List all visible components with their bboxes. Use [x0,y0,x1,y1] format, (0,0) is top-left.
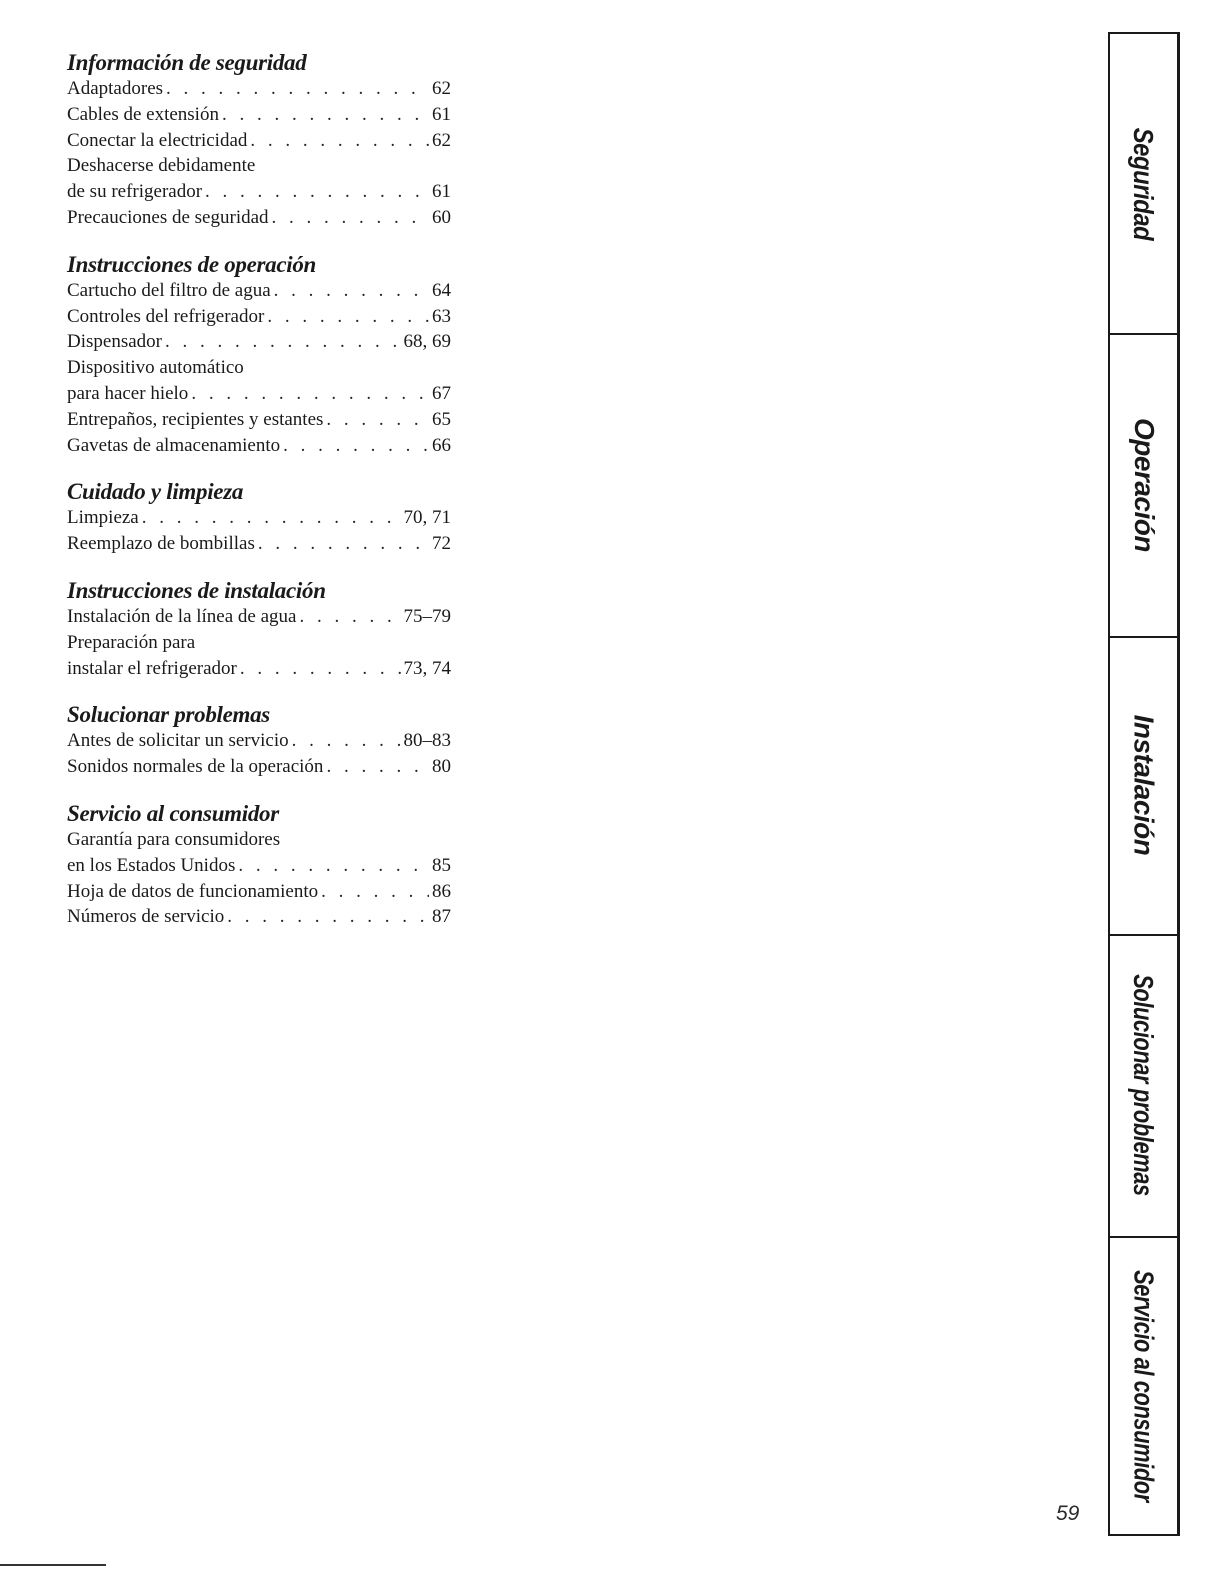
toc-entry[interactable] [67,630,451,682]
entry-pages: 68, 69 [403,331,451,353]
entry-pages: 61 [432,103,451,125]
toc-entry[interactable] [67,304,451,330]
tab-label: Solucionar problemas [1128,974,1160,1196]
tab-servicio-al-consumidor[interactable] [1110,1236,1177,1536]
dot-leader [326,754,429,780]
toc-entry[interactable] [67,128,451,154]
entry-label: Antes de solicitar un servicio [67,730,289,752]
toc-entry[interactable] [67,407,451,433]
footer-rule [0,1564,106,1566]
entry-pages: 72 [432,533,451,555]
dot-leader [165,329,401,355]
tab-label: Operación [1128,417,1160,552]
entry-label-continuation: en los Estados Unidos [67,854,236,876]
toc-section [67,801,451,930]
entry-label-continuation: para hacer hielo [67,382,189,404]
entry-label: Garantía para consumidores [67,828,281,850]
entry-label: Cables de extensión [67,103,219,125]
dot-leader [227,904,429,930]
toc-entry[interactable] [67,904,451,930]
entry-pages: 87 [432,906,451,928]
toc-entry[interactable] [67,102,451,128]
section-tabs [1108,32,1180,1536]
toc-entry[interactable] [67,827,451,879]
dot-leader [292,728,401,754]
entry-pages: 75–79 [403,605,451,627]
dot-leader [250,128,429,154]
entry-label: Precauciones de seguridad [67,206,269,228]
toc-section [67,578,451,681]
entry-pages: 80 [432,756,451,778]
dot-leader [238,853,429,879]
entry-label: Controles del refrigerador [67,305,265,327]
toc-entry[interactable] [67,604,451,630]
entry-pages: 66 [432,434,451,456]
toc-entry[interactable] [67,329,451,355]
tab-label: Servicio al consumidor [1128,1270,1160,1502]
section-title: Cuidado y limpieza [67,479,244,505]
dot-leader [321,879,429,905]
entry-label-continuation: instalar el refrigerador [67,657,237,679]
page-number: 59 [1056,1502,1080,1525]
entry-pages: 62 [432,78,451,99]
toc-entry[interactable] [67,205,451,231]
entry-pages: 85 [432,854,451,876]
dot-leader [299,604,400,630]
entry-label: Limpieza [67,507,139,529]
dot-leader [191,381,429,407]
entry-label: Adaptadores [67,78,164,99]
entry-pages: 65 [432,408,451,430]
section-title: Solucionar problemas [67,702,270,728]
section-title: Servicio al consumidor [67,800,279,826]
toc-entry[interactable] [67,531,451,557]
toc-entry[interactable] [67,433,451,459]
dot-leader [166,76,429,102]
dot-leader [283,433,429,459]
entry-pages: 73, 74 [403,657,451,679]
tab-instalacion[interactable] [1110,636,1177,936]
tab-label: Seguridad [1128,127,1160,240]
entry-pages: 64 [432,279,451,301]
dot-leader [205,179,429,205]
dot-leader [240,656,401,682]
entry-label: Preparación para [67,631,196,653]
dot-leader [142,505,401,531]
section-title: Información de seguridad [67,50,307,75]
toc-entry[interactable] [67,754,451,780]
dot-leader [326,407,429,433]
toc-section [67,479,451,557]
entry-label: Conectar la electricidad [67,129,248,151]
section-title: Instrucciones de instalación [67,577,326,603]
dot-leader [272,205,429,231]
entry-pages: 60 [432,206,451,228]
entry-pages: 62 [432,129,451,151]
entry-pages: 61 [432,181,451,203]
section-title: Instrucciones de operación [67,251,317,277]
toc-entry[interactable] [67,355,451,407]
entry-label: Dispositivo automático [67,357,244,379]
toc-section [67,252,451,459]
dot-leader [267,304,429,330]
entry-label: Dispensador [67,331,162,353]
entry-pages: 80–83 [403,730,451,752]
entry-label-continuation: de su refrigerador [67,181,203,203]
entry-label: Gavetas de almacenamiento [67,434,281,456]
entry-label: Números de servicio [67,906,225,928]
toc-entry[interactable] [67,76,451,102]
dot-leader [274,278,429,304]
entry-pages: 86 [432,880,451,902]
entry-label: Hoja de datos de funcionamiento [67,880,319,902]
tab-seguridad[interactable] [1110,34,1177,335]
toc-entry[interactable] [67,153,451,205]
toc-entry[interactable] [67,278,451,304]
toc-entry[interactable] [67,728,451,754]
entry-label: Instalación de la línea de agua [67,605,297,627]
toc-section [67,702,451,780]
entry-pages: 67 [432,382,451,404]
dot-leader [222,102,429,128]
tab-label: Instalación [1128,714,1160,856]
dot-leader [258,531,429,557]
entry-pages: 63 [432,305,451,327]
table-of-contents [67,50,451,951]
toc-entry[interactable] [67,879,451,905]
toc-entry[interactable] [67,505,451,531]
entry-pages: 70, 71 [403,507,451,529]
entry-label: Deshacerse debidamente [67,155,256,177]
tab-operacion[interactable] [1110,333,1177,638]
entry-label: Sonidos normales de la operación [67,756,324,778]
toc-section [67,50,451,231]
entry-label: Reemplazo de bombillas [67,533,255,555]
entry-label: Cartucho del filtro de agua [67,279,271,301]
entry-label: Entrepaños, recipientes y estantes [67,408,324,430]
tab-solucionar-problemas[interactable] [1110,934,1177,1238]
